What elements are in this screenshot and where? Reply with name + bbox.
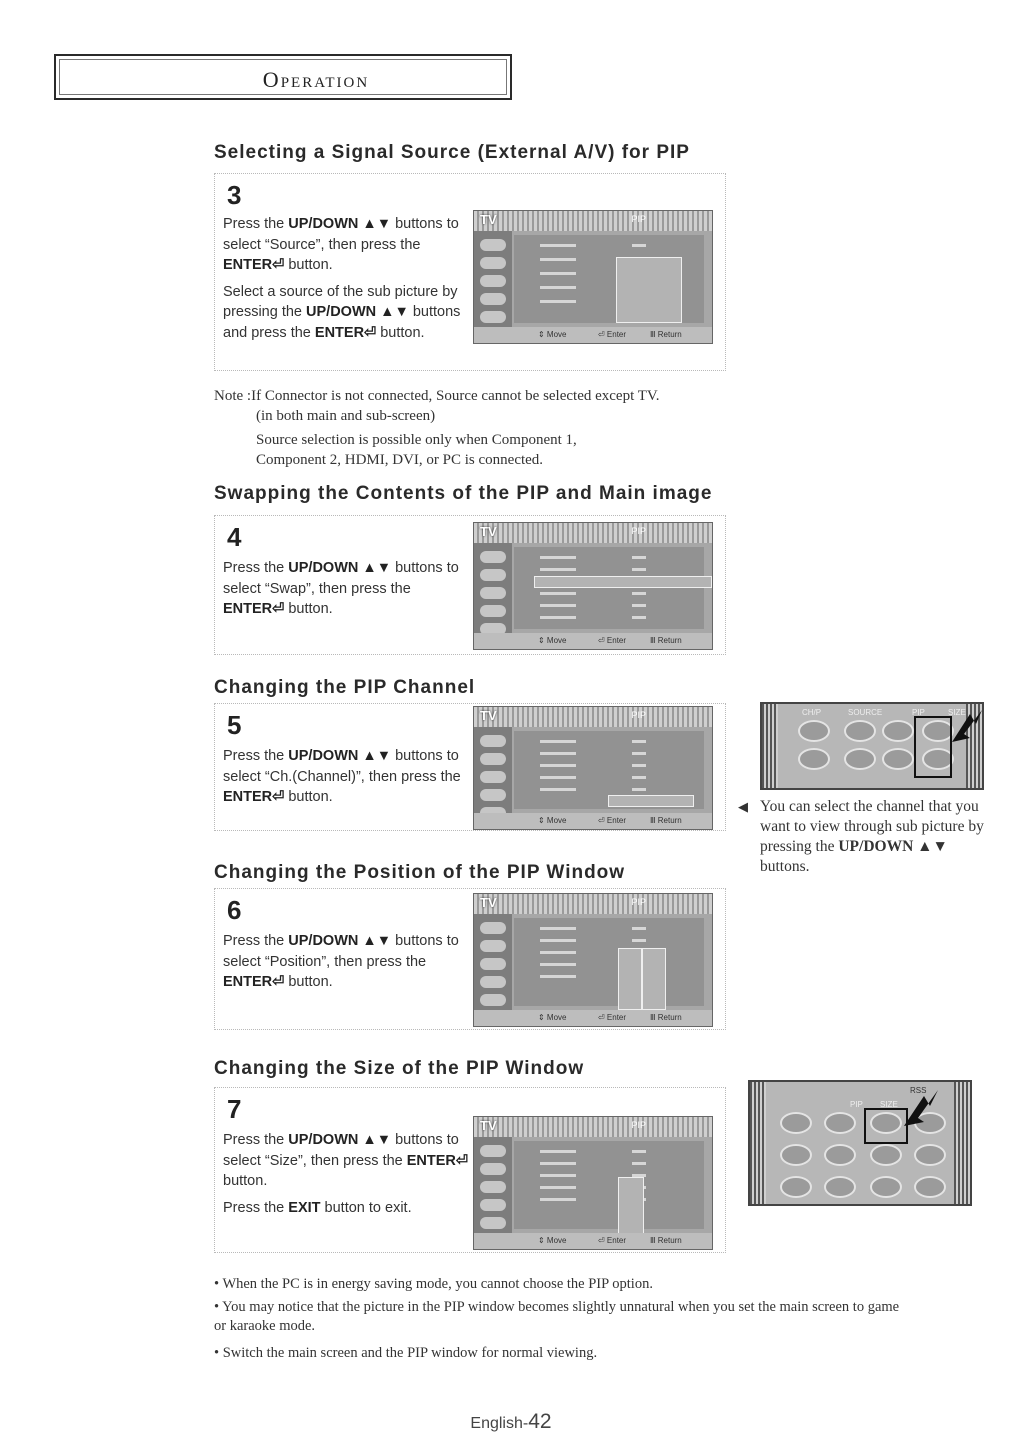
tv-label: TV (480, 524, 497, 539)
step-number: 4 (227, 522, 242, 552)
step-instructions: Press the UP/DOWN ▲▼ buttons to select “Size”, then press the ENTER⏎ button. Press the EXIT button to exit. (223, 1132, 469, 1216)
step-number: 3 (227, 180, 242, 210)
pip-menu-screenshot: TV PIP ⇕ Move ⏎ Enter Ⅲ Return (473, 1116, 713, 1250)
pip-label: PIP (631, 897, 646, 907)
section-title-signal-source: Selecting a Signal Source (External A/V) for PIP (214, 142, 690, 163)
footer-language: English- (470, 1415, 529, 1432)
step-instructions: Press the UP/DOWN ▲▼ buttons to select “Source”, then press the ENTER⏎ button. Select a source of the sub picture by pressing the UP/DOWN ▲▼ buttons and press the ENTER⏎ button. (223, 216, 461, 341)
tv-label: TV (480, 1118, 497, 1133)
page-footer (0, 1410, 1022, 1434)
pip-label: PIP (631, 710, 646, 720)
bullet-2: • You may notice that the picture in the PIP window becomes slightly unnatural when you set the main screen to game or karaoke mode. (214, 1299, 900, 1334)
step-instructions: Press the UP/DOWN ▲▼ buttons to select “Ch.(Channel)”, then press the ENTER⏎ button. (223, 748, 461, 805)
note-line-4: Component 2, HDMI, DVI, or PC is connected. (256, 452, 544, 468)
tv-label: TV (480, 212, 497, 227)
step-5-panel (214, 703, 726, 831)
pip-menu-screenshot: TV PIP ⇕ Move ⏎ Enter Ⅲ Return (473, 522, 713, 650)
bullet-1: • When the PC is in energy saving mode, you cannot choose the PIP option. (214, 1276, 653, 1292)
bullet-3: • Switch the main screen and the PIP window for normal viewing. (214, 1345, 598, 1361)
step-7-panel (214, 1087, 726, 1253)
step-4-panel (214, 515, 726, 655)
section-title-pip-position: Changing the Position of the PIP Window (214, 862, 626, 883)
pointer-arrow-icon (950, 708, 984, 748)
step-6-panel (214, 888, 726, 1030)
remote-control-image: CH/P SOURCE PIP SIZE (760, 702, 984, 790)
remote-control-image-2: RSS PIP SIZE (748, 1080, 972, 1206)
tv-label: TV (480, 708, 497, 723)
step-number: 6 (227, 895, 242, 925)
step-number: 5 (227, 710, 242, 740)
pip-menu-screenshot: TV PIP ⇕ Move ⏎ Enter Ⅲ Return (473, 893, 713, 1027)
section-title-pip-size: Changing the Size of the PIP Window (214, 1058, 585, 1079)
section-header (54, 54, 512, 100)
pointer-arrow-icon (902, 1088, 942, 1132)
pip-label: PIP (631, 1120, 646, 1130)
pip-menu-screenshot: TV PIP ⇕ Move ⏎ Enter Ⅲ Return (473, 706, 713, 830)
step-3-panel (214, 173, 726, 371)
note-line-3: Source selection is possible only when Component 1, (256, 432, 577, 448)
pip-menu-screenshot: TV PIP ⇕ Move ⏎ Enter Ⅲ Return (473, 210, 713, 344)
left-arrow-icon: ◀ (738, 799, 748, 814)
step-instructions: Press the UP/DOWN ▲▼ buttons to select “Position”, then press the ENTER⏎ button. (223, 933, 459, 990)
note-line-2: (in both main and sub-screen) (256, 408, 436, 424)
step-number: 7 (227, 1094, 242, 1124)
tv-label: TV (480, 895, 497, 910)
step-instructions: Press the UP/DOWN ▲▼ buttons to select “Swap”, then press the ENTER⏎ button. (223, 560, 459, 617)
channel-side-note: ◀ You can select the channel that you want to view through sub picture by pressing the UP/DOWN ▲▼ buttons. (738, 798, 984, 875)
header-title: Operation (262, 67, 370, 92)
section-title-swap: Swapping the Contents of the PIP and Main image (214, 483, 713, 504)
page-number: 42 (528, 1410, 552, 1433)
section-title-pip-channel: Changing the PIP Channel (214, 677, 476, 698)
note-line-1: Note :If Connector is not connected, Source cannot be selected except TV. (214, 388, 660, 404)
pip-label: PIP (631, 526, 646, 536)
pip-label: PIP (631, 214, 646, 224)
